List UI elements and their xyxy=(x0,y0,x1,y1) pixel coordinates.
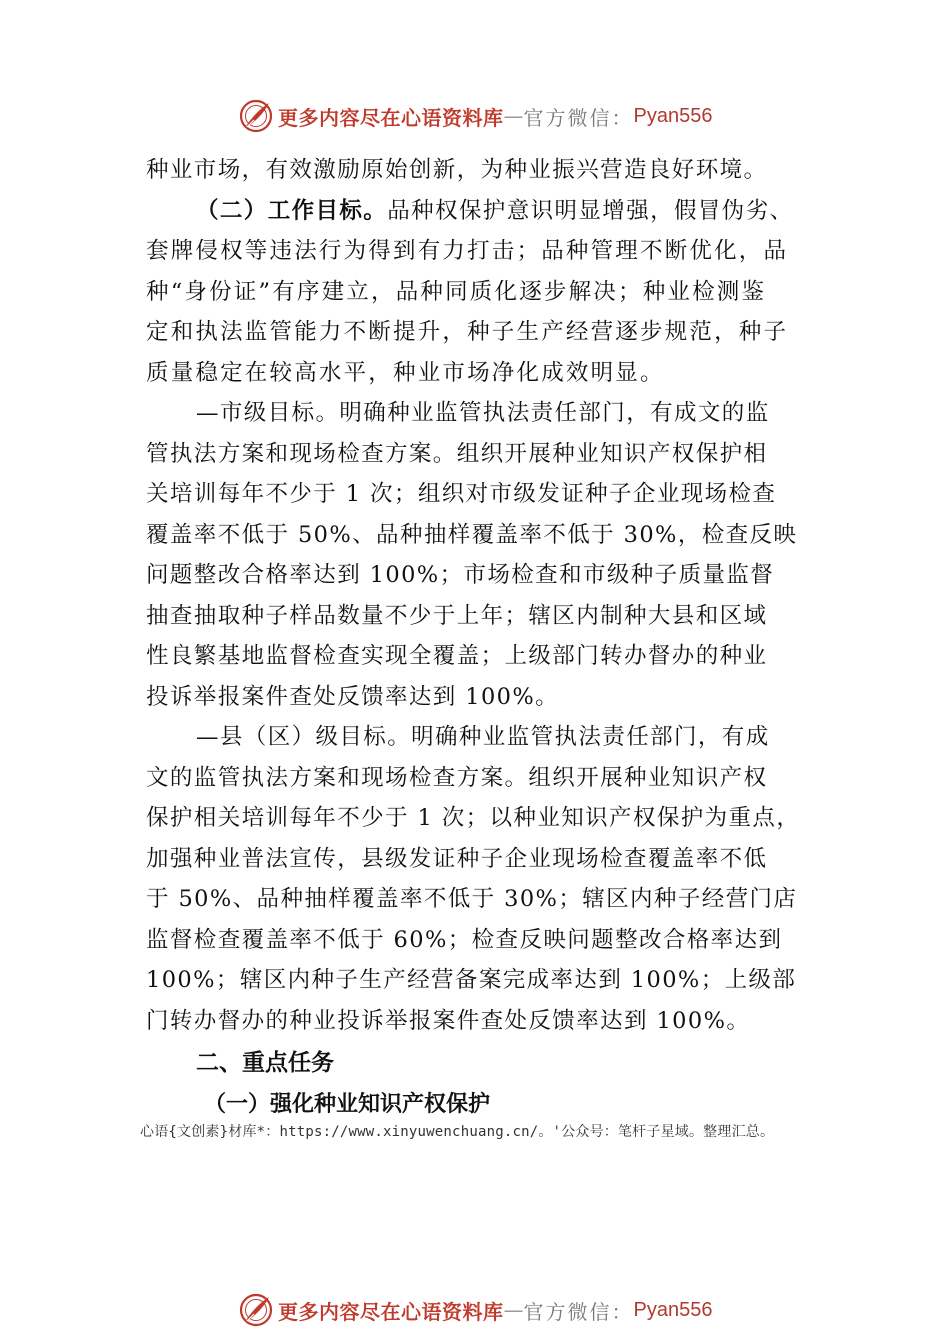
body-line: 性良繁基地监督检查实现全覆盖；上级部门转办督办的种业 xyxy=(146,643,768,669)
quill-seal-icon xyxy=(238,1292,274,1328)
body-line: 100%；辖区内种子生产经营备案完成率达到 100%；上级部 xyxy=(146,967,797,993)
quill-seal-icon xyxy=(238,98,274,134)
body-line: 问题整改合格率达到 100%；市场检查和市级种子质量监督 xyxy=(146,562,775,588)
section-heading: 二、重点任务 xyxy=(196,1050,334,1076)
body-line: 门转办督办的种业投诉举报案件查处反馈率达到 100%。 xyxy=(146,1007,751,1034)
body-line: 文的监管执法方案和现场检查方案。组织开展种业知识产权 xyxy=(146,764,768,791)
banner-main-text: 更多内容尽在心语资料库 xyxy=(278,1299,504,1324)
body-line: 套牌侵权等违法行为得到有力打击；品种管理不断优化，品 xyxy=(146,238,789,264)
subsection-heading: （一）强化种业知识产权保护 xyxy=(204,1091,491,1117)
body-line: 质量稳定在较高水平，种业市场净化成效明显。 xyxy=(146,359,665,386)
body-line: —市级目标。明确种业监管执法责任部门，有成文的监 xyxy=(196,400,770,426)
header-watermark-banner xyxy=(0,96,950,136)
banner-wechat-id: Pyan556 xyxy=(633,1298,713,1321)
body-line: 监督检查覆盖率不低于 60%；检查反映问题整改合格率达到 xyxy=(146,926,783,953)
body-line: 投诉举报案件查处反馈率达到 100%。 xyxy=(146,683,560,710)
body-line: 于 50%、品种抽样覆盖率不低于 30%；辖区内种子经营门店 xyxy=(146,886,798,912)
body-line xyxy=(146,191,826,232)
body-line: 加强种业普法宣传，县级发证种子企业现场检查覆盖率不低 xyxy=(146,845,768,872)
body-line: 关培训每年不少于 1 次；组织对市级发证种子企业现场检查 xyxy=(146,481,777,507)
footer-watermark-banner xyxy=(0,1290,950,1330)
body-line-text: 品种权保护意识明显增强，假冒伪劣、 xyxy=(387,197,794,224)
banner-wechat-id: Pyan556 xyxy=(633,104,713,127)
banner-wechat-label: 官方微信： xyxy=(523,1299,634,1324)
body-line: 种业市场，有效激励原始创新，为种业振兴营造良好环境。 xyxy=(146,157,768,183)
banner-dash: — xyxy=(503,1298,524,1322)
body-line: 种“身份证”有序建立，品种同质化逐步解决；种业检测鉴 xyxy=(146,278,767,305)
body-line: 保护相关培训每年不少于 1 次；以种业知识产权保护为重点， xyxy=(146,805,801,831)
body-line: 覆盖率不低于 50%、品种抽样覆盖率不低于 30%，检查反映 xyxy=(146,521,798,548)
body-line: 抽查抽取种子样品数量不少于上年；辖区内制种大县和区域 xyxy=(146,602,768,629)
banner-main-text: 更多内容尽在心语资料库 xyxy=(278,105,504,130)
banner-wechat-label: 官方微信： xyxy=(523,105,634,130)
body-line: —县（区）级目标。明确种业监管执法责任部门，有成 xyxy=(196,724,770,750)
section-label-work-goals: （二）工作目标。 xyxy=(196,197,388,224)
body-line: 定和执法监管能力不断提升，种子生产经营逐步规范，种子 xyxy=(146,319,789,345)
banner-dash: — xyxy=(503,104,524,128)
document-body xyxy=(146,150,826,1123)
source-note: 心语{文创素}材库*：https://www.xinyuwenchuang.cn/。'公众号：笔杆子星域。整理汇总。 xyxy=(140,1124,775,1140)
body-line: 管执法方案和现场检查方案。组织开展种业知识产权保护相 xyxy=(146,440,768,467)
